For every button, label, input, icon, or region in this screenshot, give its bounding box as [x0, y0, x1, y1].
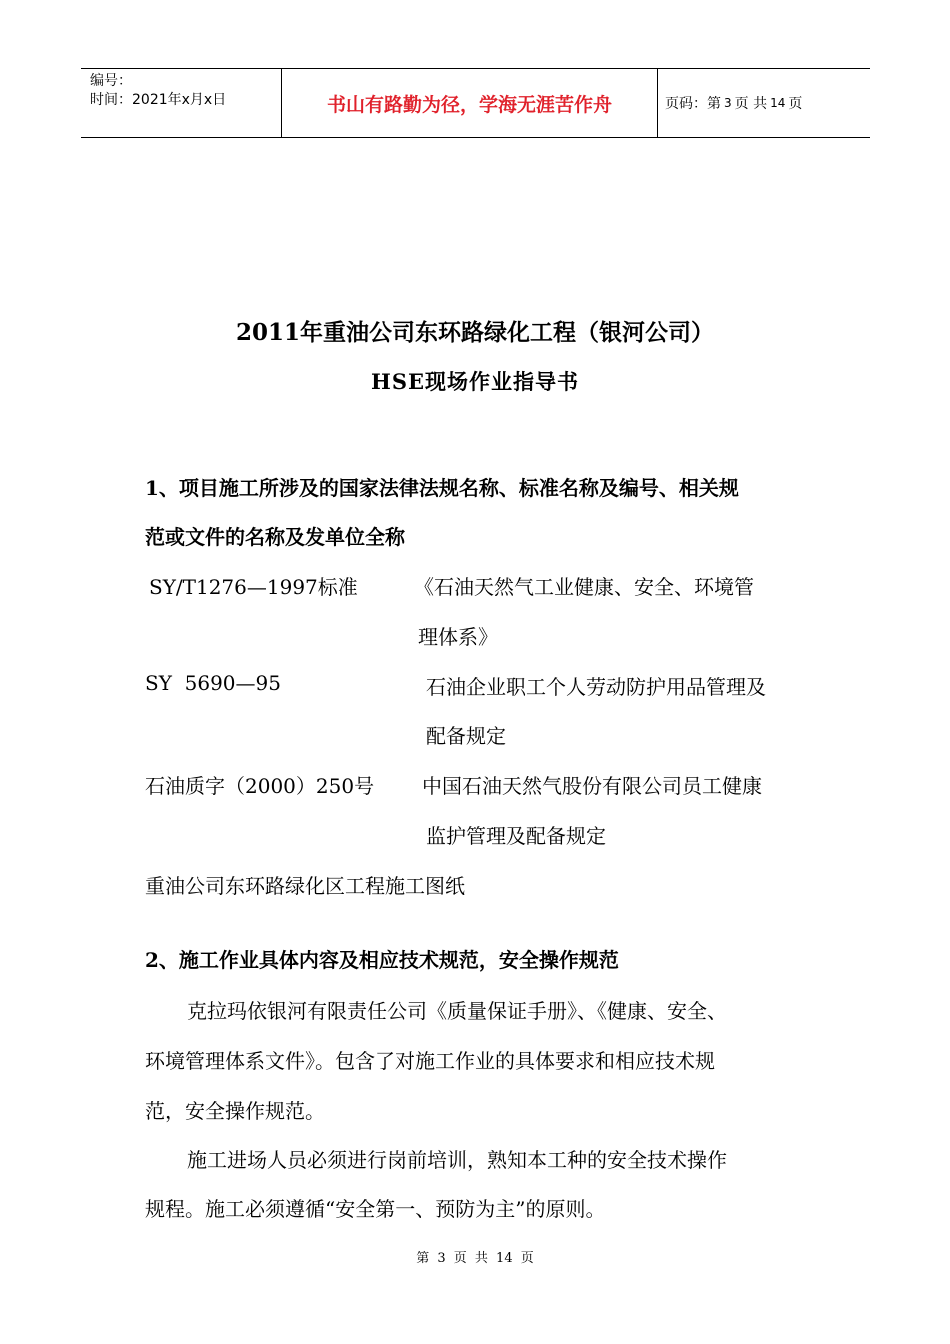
page-current: 3	[724, 96, 732, 110]
document-subtitle: HSE现场作业指导书	[370, 369, 579, 394]
header-table	[81, 68, 870, 138]
motto-text: 书山有路勤为径，学海无涯苦作舟	[326, 93, 612, 116]
regulation-name-cont: 理体系》	[418, 625, 498, 649]
section1-heading-line1: 1、项目施工所涉及的国家法律法规名称、标准名称及编号、相关规	[145, 476, 739, 500]
paragraph-line: 克拉玛依银河有限责任公司《质量保证手册》、《健康、安全、	[187, 999, 727, 1023]
paragraph-line: 规程。施工必须遵循“安全第一、预防为主”的原则。	[145, 1197, 606, 1221]
page-total: 14	[770, 96, 786, 110]
header-motto-cell	[282, 69, 658, 137]
page-suffix: 页	[788, 96, 803, 112]
regulation-name: 《石油天然气工业健康、安全、环境管	[414, 575, 754, 599]
document-title: 2011年重油公司东环路绿化工程（银河公司）	[235, 319, 714, 346]
section2-heading: 2、施工作业具体内容及相应技术规范，安全操作规范	[145, 948, 619, 972]
section1-heading-line2: 范或文件的名称及发单位全称	[145, 525, 405, 549]
paragraph-line: 环境管理体系文件》。包含了对施工作业的具体要求和相应技术规	[145, 1049, 715, 1073]
regulation-name-cont: 配备规定	[426, 724, 506, 748]
regulation-code: SY 5690—95	[145, 671, 281, 695]
regulation-code: 石油质字（2000）250号	[145, 774, 375, 798]
date-label: 时间：2021年x月x日	[90, 92, 227, 108]
regulation-code: SY/T1276—1997标准	[149, 575, 358, 599]
regulation-name-cont: 监护管理及配备规定	[426, 824, 606, 848]
paragraph-line: 范，安全操作规范。	[145, 1099, 325, 1123]
regulation-name: 石油企业职工个人劳动防护用品管理及	[426, 675, 766, 699]
page-prefix: 页码：第	[665, 96, 721, 112]
page-mid: 页 共	[734, 96, 768, 112]
paragraph-line: 施工进场人员必须进行岗前培训，熟知本工种的安全技术操作	[187, 1148, 727, 1172]
page-footer: 第 3 页 共 14 页	[416, 1251, 534, 1266]
drawing-reference: 重油公司东环路绿化区工程施工图纸	[145, 874, 465, 898]
header-page-cell	[658, 69, 870, 137]
regulation-name: 中国石油天然气股份有限公司员工健康	[422, 774, 762, 798]
number-label: 编号：	[90, 73, 132, 89]
header-info-cell	[81, 69, 282, 137]
